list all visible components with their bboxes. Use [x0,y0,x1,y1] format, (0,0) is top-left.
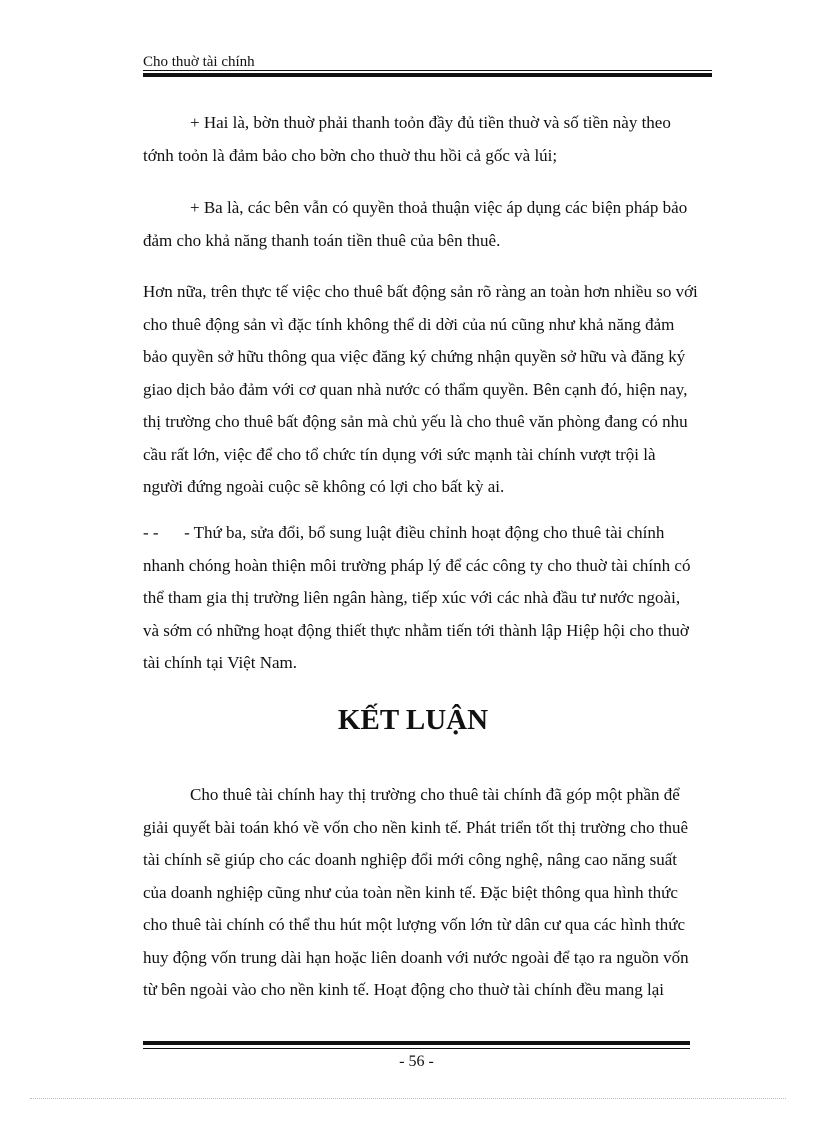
text-line: đảm cho khả năng thanh toán tiền thuê của bên thuê. [143,230,501,250]
paragraph-hai-la [143,107,671,172]
text-line: thị trường cho thuê bất động sản mà chủ yếu là cho thuê văn phòng đang có nhu [143,412,688,431]
text-line: Hơn nữa, trên thực tế việc cho thuê bất động sản rõ ràng an toàn hơn nhiều so với [143,282,698,301]
text-line: + Hai là, bờn thuờ phải thanh toỏn đầy đủ tiền thuờ và số tiền này theo [190,113,671,132]
header-rule-thick [143,73,712,77]
text-line: huy động vốn trung dài hạn hoặc liên doanh với nước ngoài để tạo ra nguồn vốn [143,947,689,967]
text-line: tài chính sẽ giúp cho các doanh nghiệp đổi mới công nghệ, nâng cao năng suất [143,850,677,869]
page-number: - 56 - [399,1053,434,1070]
text-line: + Ba là, các bên vẫn có quyền thoả thuận việc áp dụng các biện pháp bảo [190,198,688,217]
text-line: và sớm có những hoạt động thiết thực nhằm tiến tới thành lập Hiệp hội cho thuờ [143,620,689,640]
text-line: nhanh chóng hoàn thiện môi trường pháp lý để các công ty cho thuờ tài chính có [143,555,691,575]
header-rule-thin [143,70,712,71]
running-header: Cho thuờ tài chính [143,54,255,70]
text-line: - - - Thứ ba, sửa đổi, bổ sung luật điều chỉnh hoạt động cho thuê tài chính [143,523,665,542]
text-line: thể tham gia thị trường liên ngân hàng, tiếp xúc với các nhà đầu tư nước ngoài, [143,588,681,607]
paragraph-hon-nua [143,276,698,504]
page-edge-divider [30,1098,786,1099]
text-line: người đứng ngoài cuộc sẽ không có lợi cho bất kỳ ai. [143,477,505,496]
text-line: cho thuê động sản vì đặc tính không thể di dời của nú cũng như khả năng đảm [143,314,675,334]
text-line: từ bên ngoài vào cho nền kinh tế. Hoạt động cho thuờ tài chính đều mang lại [143,980,664,999]
text-line: của doanh nghiệp cũng như của toàn nền kinh tế. Đặc biệt thông qua hình thức [143,882,678,902]
paragraph-conclusion [143,779,689,1007]
paragraph-thu-ba [143,517,690,680]
text-line: cầu rất lớn, việc để cho tổ chức tín dụng với sức mạnh tài chính vượt trội là [143,444,656,464]
paragraph-ba-la [143,192,687,257]
footer-rule-thin [143,1048,690,1049]
footer-rule-thick [143,1041,690,1045]
text-line: bảo quyền sở hữu thông qua việc đăng ký chứng nhận quyền sở hữu và đăng ký [143,347,686,366]
text-line: cho thuê tài chính có thể thu hút một lượng vốn lớn từ dân cư qua các hình thức [143,915,686,934]
text-line: giao dịch bảo đảm với cơ quan nhà nước có thẩm quyền. Bên cạnh đó, hiện nay, [143,379,688,399]
text-line: tài chính tại Việt Nam. [143,653,297,672]
text-line: giải quyết bài toán khó về vốn cho nền kinh tế. Phát triển tốt thị trường cho thuê [143,817,689,837]
text-line: Cho thuê tài chính hay thị trường cho thuê tài chính đã góp một phần để [190,785,680,804]
text-line: tớnh toỏn là đảm bảo cho bờn cho thuờ thu hồi cả gốc và lúi; [143,145,558,165]
section-heading: KẾT LUẬN [337,704,489,736]
